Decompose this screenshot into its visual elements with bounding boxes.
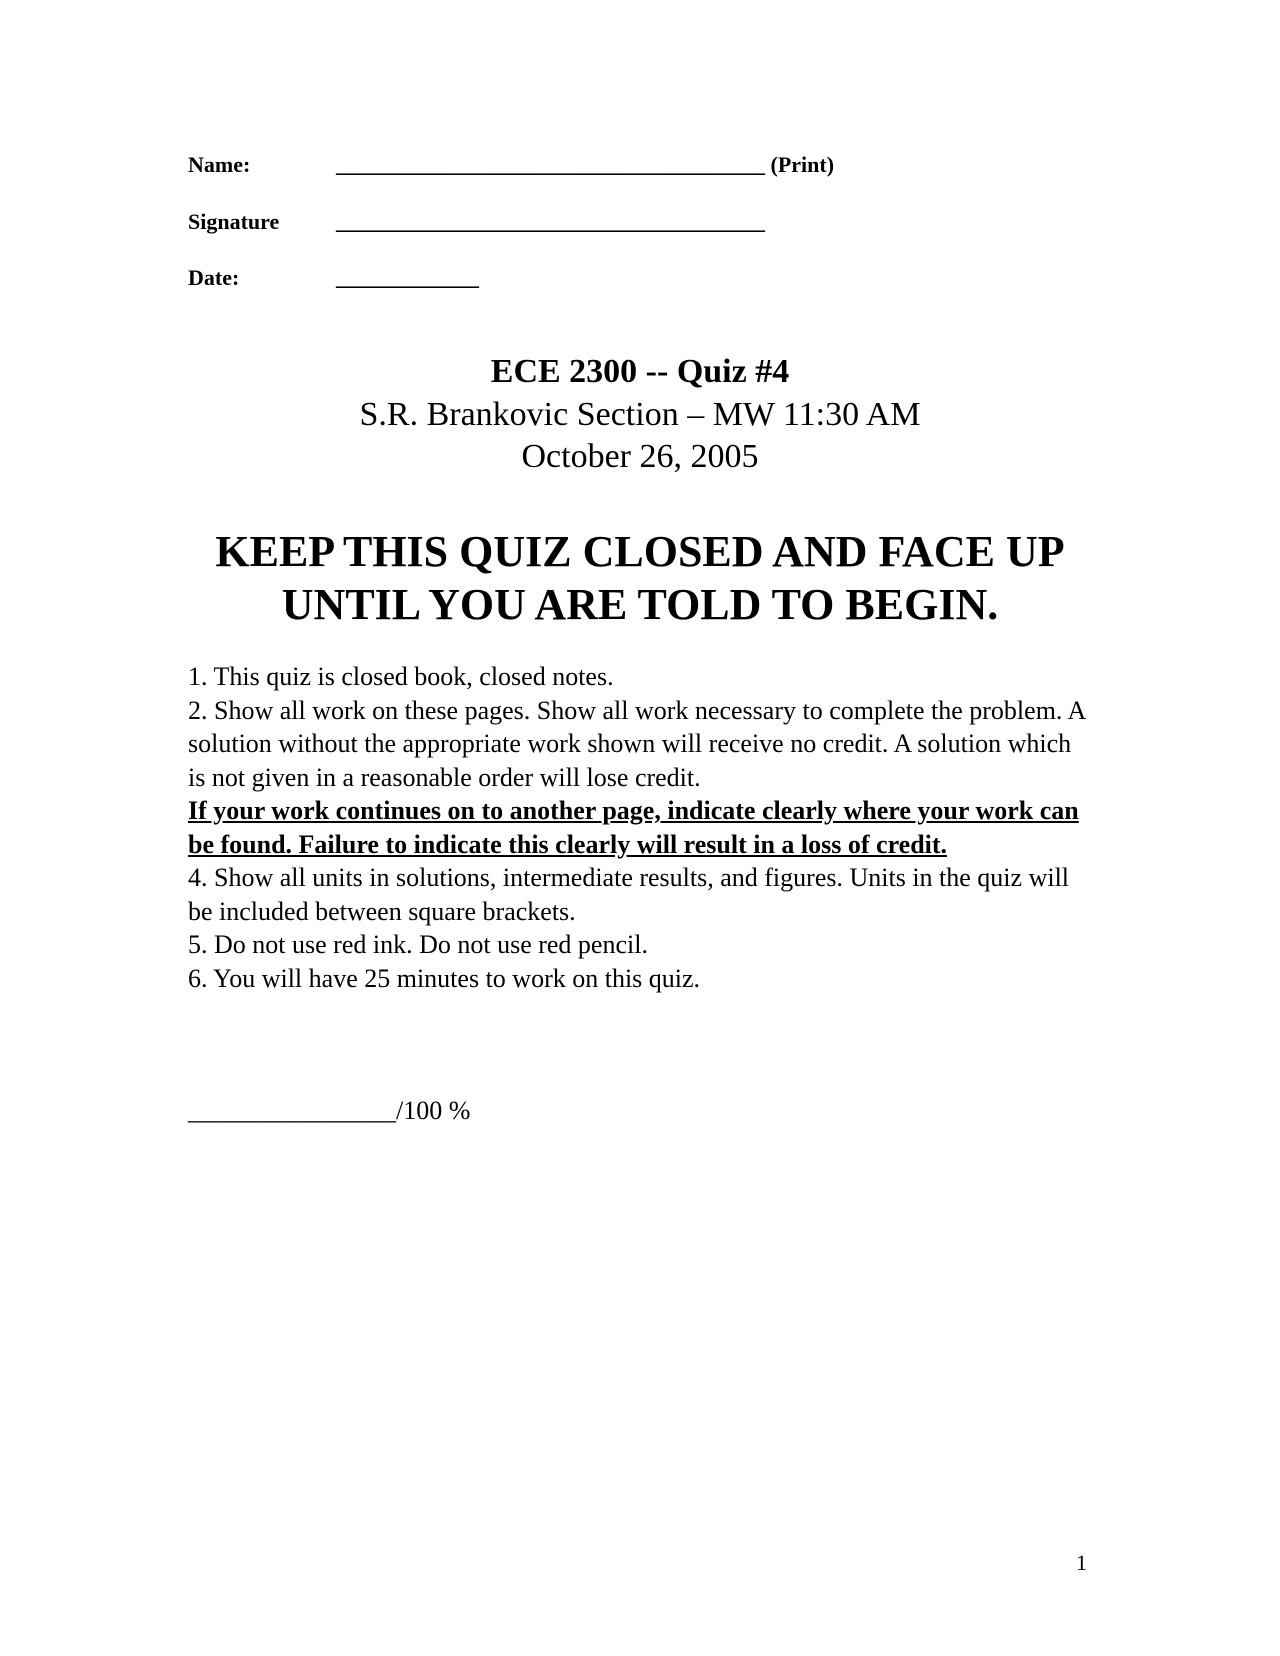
instruction-item: 5. Do not use red ink. Do not use red pencil. — [188, 930, 648, 959]
warning-line-2: UNTIL YOU ARE TOLD TO BEGIN. — [281, 580, 999, 629]
score-total: /100 % — [396, 1096, 471, 1125]
warning-line-1: KEEP THIS QUIZ CLOSED AND FACE UP — [215, 527, 1065, 576]
quiz-title: ECE 2300 -- Quiz #4 — [490, 353, 790, 390]
score-line — [188, 1096, 470, 1126]
instruction-emphasis: If your work continues on to another page, indicate clearly where your work can be found. Failure to indicate this clearly will result in a loss of credit. — [188, 796, 1079, 859]
name-label: Name: — [188, 152, 251, 177]
page-number: 1 — [1076, 1550, 1087, 1575]
instruction-item: 6. You will have 25 minutes to work on this quiz. — [188, 963, 701, 993]
warning-notice — [140, 525, 1140, 631]
section-line: S.R. Brankovic Section – MW 11:30 AM — [359, 396, 921, 433]
instruction-item: 1. This quiz is closed book, closed notes. — [188, 662, 614, 691]
date-label: Date: — [188, 265, 240, 290]
instructions-list — [188, 660, 1088, 995]
name-blank-line: _______________________________________ (Print) — [336, 152, 835, 177]
signature-label: Signature — [188, 209, 280, 234]
instruction-item: 4. Show all units in solutions, intermediate results, and figures. Units in the quiz will be included between square brackets. — [188, 863, 1070, 926]
instruction-item: 2. Show all work on these pages. Show all work necessary to complete the problem. A solution without the appropriate work shown will receive no credit. A solution which is not given in a reasonable order will lose credit. — [188, 695, 1085, 792]
date-blank-line: _____________ — [336, 265, 479, 290]
score-blank: ________________ — [188, 1096, 396, 1125]
signature-blank-line: _______________________________________ — [336, 209, 765, 234]
quiz-date: October 26, 2005 — [521, 438, 759, 475]
